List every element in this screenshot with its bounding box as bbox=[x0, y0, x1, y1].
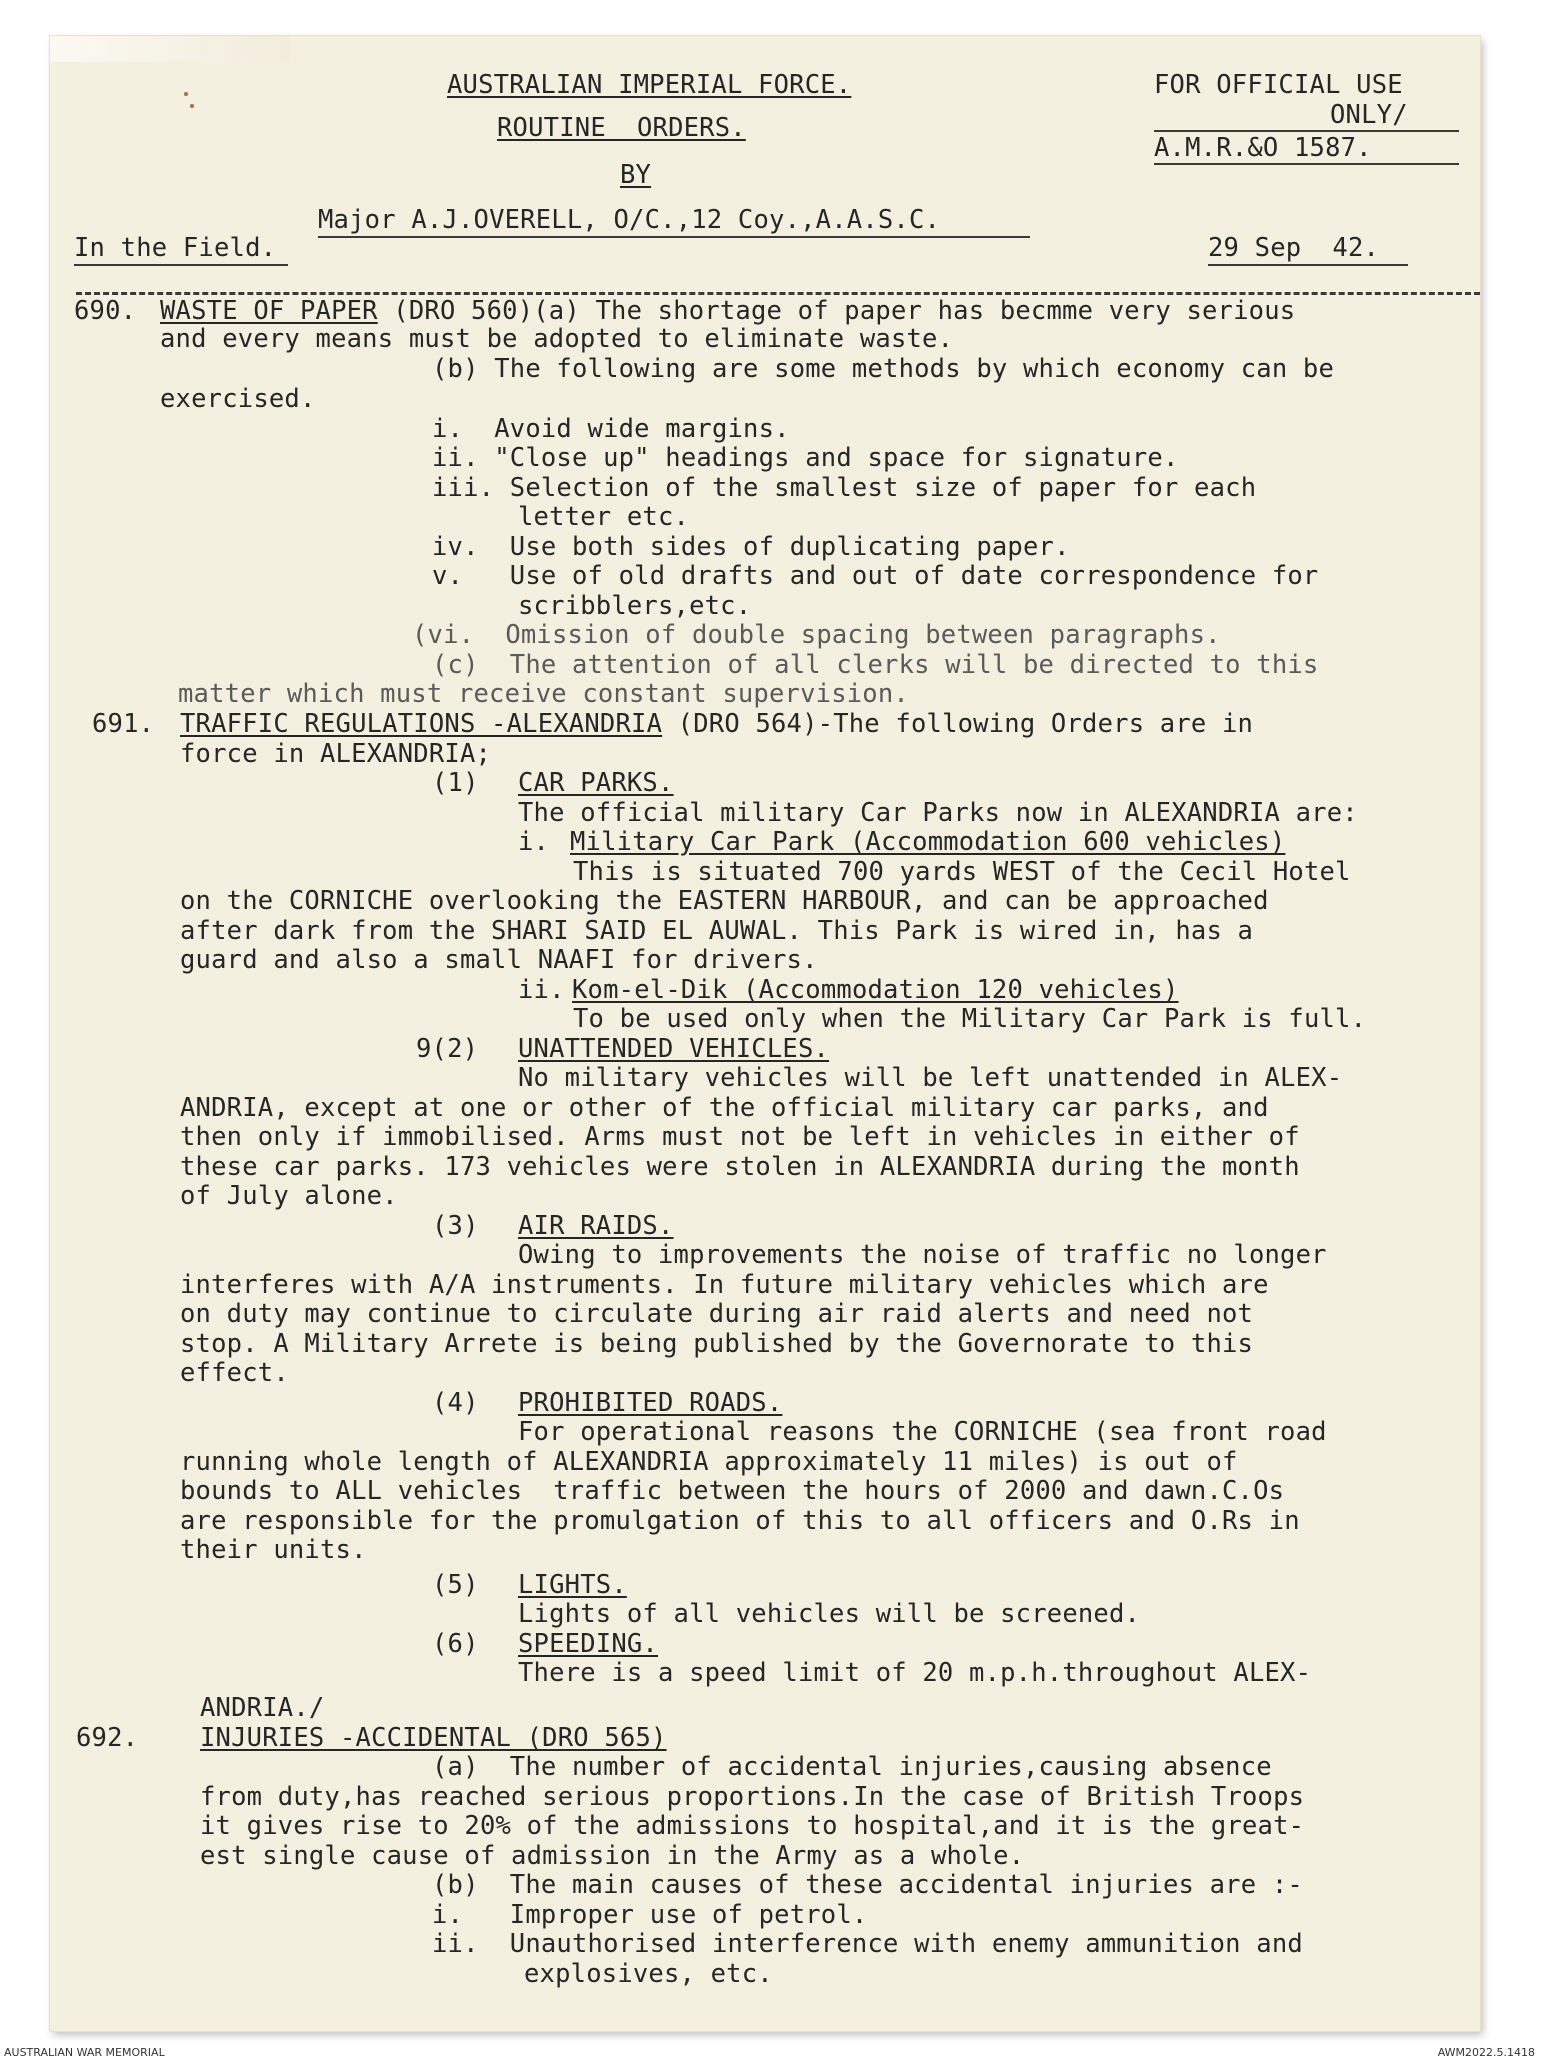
order-691-number: 691. bbox=[92, 709, 155, 739]
sub-3-line-4: stop. A Military Arrete is being published by the Governorate to this bbox=[180, 1329, 1254, 1359]
sub-2-number: 9(2) bbox=[416, 1034, 479, 1064]
sub-3-line-1: Owing to improvements the noise of traffic no longer bbox=[518, 1240, 1327, 1270]
author-line: Major A.J.OVERELL, O/C.,12 Coy.,A.A.S.C. bbox=[318, 205, 941, 235]
order-692-item-ii: ii. Unauthorised interference with enemy ammunition and bbox=[432, 1929, 1303, 1959]
car-park-i-title: Military Car Park (Accommodation 600 vehicles) bbox=[570, 827, 1286, 857]
order-690-item-i: i. Avoid wide margins. bbox=[432, 414, 790, 444]
order-690-item-v: v. Use of old drafts and out of date correspondence for bbox=[432, 561, 1319, 591]
sub-2-line-1: No military vehicles will be left unattended in ALEX- bbox=[518, 1063, 1343, 1093]
order-690-line-1: (DRO 560)(a) The shortage of paper has becmme very serious bbox=[377, 296, 1296, 326]
sub-3-line-2: interferes with A/A instruments. In future military vehicles which are bbox=[180, 1270, 1269, 1300]
order-692-line-3: est single cause of admission in the Army as a whole. bbox=[200, 1841, 1025, 1871]
order-690-heading bbox=[160, 296, 1295, 326]
sub-5-title: LIGHTS. bbox=[518, 1570, 627, 1600]
header-divider bbox=[76, 292, 1480, 295]
reference-underline bbox=[1154, 163, 1459, 165]
sub-3-line-3: on duty may continue to circulate during air raid alerts and need not bbox=[180, 1299, 1254, 1329]
order-690-line-2: and every means must be adopted to eliminate waste. bbox=[160, 324, 954, 354]
sub-4-line-3: bounds to ALL vehicles traffic between the hours of 2000 and dawn.C.Os bbox=[180, 1476, 1285, 1506]
sub-1-line-4: guard and also a small NAAFI for drivers. bbox=[180, 945, 818, 975]
by-line: BY bbox=[620, 160, 652, 190]
order-690-number: 690. bbox=[74, 296, 137, 326]
order-690-item-ii: ii. "Close up" headings and space for signature. bbox=[432, 443, 1179, 473]
order-692-title: INJURIES -ACCIDENTAL (DRO 565) bbox=[200, 1723, 667, 1753]
order-690-line-4: exercised. bbox=[160, 384, 316, 414]
footer-source: AUSTRALIAN WAR MEMORIAL bbox=[4, 2046, 165, 2059]
sub-5-line-1: Lights of all vehicles will be screened. bbox=[518, 1599, 1141, 1629]
order-690-title: WASTE OF PAPER bbox=[160, 296, 378, 326]
sub-4-line-2: running whole length of ALEXANDRIA approximately 11 miles) is out of bbox=[180, 1447, 1238, 1477]
sub-6-line-2: ANDRIA./ bbox=[200, 1693, 325, 1723]
sub-1-title: CAR PARKS. bbox=[518, 768, 674, 798]
car-park-i-line-1: This is situated 700 yards WEST of the Cecil Hotel bbox=[573, 857, 1351, 887]
sub-4-line-5: their units. bbox=[180, 1535, 367, 1565]
rust-mark bbox=[184, 92, 188, 96]
document-title: AUSTRALIAN IMPERIAL FORCE. bbox=[447, 70, 852, 100]
order-690-item-iii: iii. Selection of the smallest size of paper for each bbox=[432, 473, 1257, 503]
sub-4-line-1: For operational reasons the CORNICHE (sea front road bbox=[518, 1417, 1327, 1447]
order-692-line-1: from duty,has reached serious proportions.In the case of British Troops bbox=[200, 1782, 1305, 1812]
order-691-line-2: force in ALEXANDRIA; bbox=[180, 739, 492, 769]
sub-5-number: (5) bbox=[432, 1570, 479, 1600]
order-690-item-vi: (vi. Omission of double spacing between paragraphs. bbox=[412, 620, 1221, 650]
footer-id: AWM2022.5.1418 bbox=[1437, 2046, 1535, 2059]
order-692-item-i: i. Improper use of petrol. bbox=[432, 1900, 868, 1930]
document-subtitle: ROUTINE ORDERS. bbox=[497, 113, 746, 143]
order-691-line-1: (DRO 564)-The following Orders are in bbox=[662, 709, 1254, 739]
order-691-heading bbox=[180, 709, 1253, 739]
order-690-para-c: (c) The attention of all clerks will be directed to this bbox=[432, 650, 1319, 680]
place-underline bbox=[74, 264, 288, 266]
sub-2-line-2: ANDRIA, except at one or other of the official military car parks, and bbox=[180, 1093, 1269, 1123]
order-690-item-iv: iv. Use both sides of duplicating paper. bbox=[432, 532, 1070, 562]
sub-2-title: UNATTENDED VEHICLES. bbox=[518, 1034, 830, 1064]
reference-number: A.M.R.&O 1587. bbox=[1154, 133, 1372, 163]
car-park-ii-line-1: To be used only when the Military Car Park is full. bbox=[573, 1004, 1367, 1034]
sub-3-number: (3) bbox=[432, 1211, 479, 1241]
author-underline bbox=[318, 236, 1030, 238]
classification-underline bbox=[1154, 130, 1459, 132]
sub-4-number: (4) bbox=[432, 1388, 479, 1418]
sub-2-line-3: then only if immobilised. Arms must not be left in vehicles in either of bbox=[180, 1122, 1300, 1152]
sub-1-line-3: after dark from the SHARI SAID EL AUWAL. This Park is wired in, has a bbox=[180, 916, 1254, 946]
order-690-item-v-cont: scribblers,etc. bbox=[518, 591, 752, 621]
order-692-para-b: (b) The main causes of these accidental injuries are :- bbox=[432, 1870, 1303, 1900]
order-692-item-ii-cont: explosives, etc. bbox=[524, 1959, 773, 1989]
order-690-item-iii-cont: letter etc. bbox=[518, 502, 690, 532]
classification-line-2: ONLY/ bbox=[1330, 100, 1408, 130]
car-park-i-number: i. bbox=[518, 827, 550, 857]
rust-mark bbox=[190, 104, 194, 108]
sub-4-line-4: are responsible for the promulgation of this to all officers and O.Rs in bbox=[180, 1506, 1300, 1536]
sub-6-line-1: There is a speed limit of 20 m.p.h.throughout ALEX- bbox=[518, 1658, 1312, 1688]
sub-2-line-4: these car parks. 173 vehicles were stolen in ALEXANDRIA during the month bbox=[180, 1152, 1300, 1182]
sub-3-line-5: effect. bbox=[180, 1358, 289, 1388]
sub-1-line-1: The official military Car Parks now in ALEXANDRIA are: bbox=[518, 798, 1358, 828]
order-691-title: TRAFFIC REGULATIONS -ALEXANDRIA bbox=[180, 709, 663, 739]
date-underline bbox=[1208, 264, 1408, 266]
sub-6-number: (6) bbox=[432, 1629, 479, 1659]
sub-6-title: SPEEDING. bbox=[518, 1629, 658, 1659]
order-692-number: 692. bbox=[76, 1723, 139, 1753]
sub-1-number: (1) bbox=[432, 768, 479, 798]
classification-line-1: FOR OFFICIAL USE bbox=[1154, 70, 1403, 100]
sub-1-line-2: on the CORNICHE overlooking the EASTERN HARBOUR, and can be approached bbox=[180, 886, 1269, 916]
car-park-ii-title: Kom-el-Dik (Accommodation 120 vehicles) bbox=[572, 975, 1179, 1005]
order-690-line-3: (b) The following are some methods by which economy can be bbox=[432, 354, 1335, 384]
car-park-ii-number: ii. bbox=[518, 975, 565, 1005]
document-date: 29 Sep 42. bbox=[1208, 233, 1380, 263]
sub-4-title: PROHIBITED ROADS. bbox=[518, 1388, 783, 1418]
order-692-line-2: it gives rise to 20% of the admissions to hospital,and it is the great- bbox=[200, 1811, 1305, 1841]
sub-2-line-5: of July alone. bbox=[180, 1181, 398, 1211]
order-692-para-a: (a) The number of accidental injuries,causing absence bbox=[432, 1752, 1272, 1782]
order-690-para-c-cont: matter which must receive constant supervision. bbox=[178, 679, 909, 709]
sub-3-title: AIR RAIDS. bbox=[518, 1211, 674, 1241]
place-line: In the Field. bbox=[74, 233, 277, 263]
